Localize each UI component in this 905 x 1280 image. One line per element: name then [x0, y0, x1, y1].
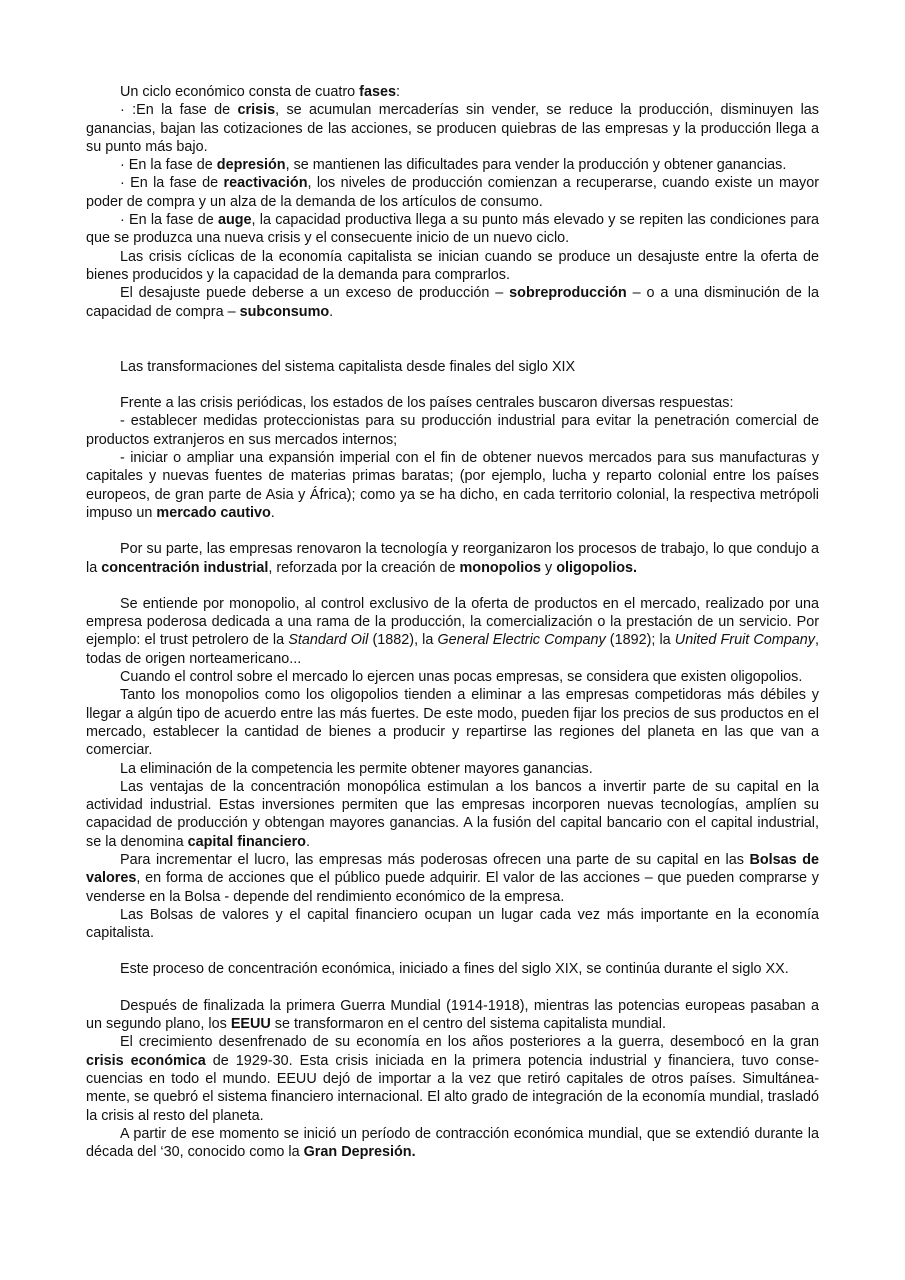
text-run: , la capacidad productiva llega a su punto más elevado y se repiten las condiciones para que se produzca una nueva crisis y el consecuente inicio de un nuevo ciclo.	[86, 212, 819, 247]
bold-term: depresión	[216, 157, 286, 174]
text-run: , se acumulan mercaderías sin vender, se reduce la producción, disminuyen las ganancias, bajan las cotizaciones de las acciones, se producen quiebras de las empresas y la producción llega a su punto más bajo.	[86, 102, 819, 155]
section-ciclo-economico	[86, 83, 819, 321]
text-run: El desajuste puede deberse a un exceso de producción –	[120, 285, 510, 302]
paragraph	[86, 997, 819, 1034]
paragraph	[86, 760, 819, 778]
text-run: Frente a las crisis periódicas, los estados de los países centrales buscaron diversas respuestas:	[120, 395, 734, 412]
paragraph	[86, 394, 819, 412]
section-empresas	[86, 540, 819, 577]
text-run: , se mantienen las dificultades para vender la producción y obtener ganancias.	[285, 157, 787, 174]
text-run: (1882), la	[368, 632, 438, 649]
text-run: .	[270, 504, 275, 521]
text-run: – o a una disminución de la capacidad de compra –	[86, 285, 820, 320]
bold-term: EEUU	[230, 1016, 271, 1033]
bold-term: Gran Depresión.	[303, 1144, 416, 1161]
paragraph	[86, 358, 819, 376]
text-run: .	[329, 303, 334, 320]
bold-term: fases	[359, 84, 396, 100]
italic-term: General Electric Company	[437, 632, 606, 649]
text-run: Por su parte, las empresas renovaron la tecnología y reorganizaron los procesos de trabajo, lo que condujo a la	[86, 541, 819, 576]
bold-term: reactivación	[223, 175, 308, 192]
paragraph	[86, 595, 819, 668]
bold-term: mercado cautivo	[156, 504, 271, 521]
section-respuestas	[86, 394, 819, 522]
section-proceso	[86, 960, 819, 978]
paragraph	[86, 1125, 819, 1162]
spacer	[86, 979, 819, 997]
text-run: :	[395, 84, 400, 100]
text-run: Después de finalizada la primera Guerra Mundial (1914-1918), mientras las potencias europeas pasaban a un segundo plano, los	[86, 997, 819, 1033]
text-run: Para incrementar el lucro, las empresas más poderosas ofrecen una parte de su capital en las	[120, 851, 750, 868]
paragraph	[86, 449, 819, 522]
spacer	[86, 321, 819, 358]
text-run: Las transformaciones del sistema capitalista desde finales del siglo XIX	[120, 358, 576, 375]
bold-term: crisis	[237, 102, 276, 119]
text-run: (1892); la	[605, 632, 675, 649]
text-run: Tanto los monopolios como los oligopolios tienden a eliminar a las empresas competidoras más débiles y llegar a algún tipo de acuerdo entre las más fuertes. De este modo, pueden fijar los precios de sus productos en el mercado, establecer la cantidad de bienes a producir y repartirse las regiones del planeta en las que van a comerciar.	[86, 687, 819, 759]
bold-term: concentración industrial	[101, 559, 269, 576]
text-run: , reforzada por la creación de	[268, 559, 460, 576]
paragraph	[86, 211, 819, 248]
section-guerra	[86, 997, 819, 1162]
paragraph	[86, 156, 819, 174]
paragraph	[86, 540, 819, 577]
spacer	[86, 376, 819, 394]
paragraph	[86, 851, 819, 906]
paragraph	[86, 1033, 819, 1124]
text-run: - establecer medidas proteccionistas para su producción industrial para evitar la penetración comercial de productos extranjeros en sus mercados internos;	[86, 413, 819, 448]
bold-term: sobreproducción	[509, 285, 627, 302]
text-run: .	[305, 833, 310, 850]
text-run: , todas de origen norteamericano...	[86, 632, 819, 667]
bold-term: capital financiero	[187, 833, 306, 850]
text-run: , en forma de acciones que el público puede adquirir. El valor de las acciones – que pueden comprarse y venderse en la Bolsa - depende del rendimiento económico de la empresa.	[86, 870, 819, 905]
paragraph	[86, 686, 819, 759]
spacer	[86, 577, 819, 595]
text-run: Se entiende por monopolio, al control exclusivo de la oferta de productos en el mercado, realizado por una empresa poderosa dedicada a una rama de la producción, la comercialización o la prestación de un servicio. Por ejemplo: el trust petrolero de la	[86, 595, 819, 649]
spacer	[86, 522, 819, 540]
italic-term: United Fruit Company	[674, 632, 815, 649]
document-page	[86, 83, 819, 1161]
spacer	[86, 942, 819, 960]
paragraph	[86, 412, 819, 449]
text-run: La eliminación de la competencia les permite obtener mayores ganancias.	[120, 760, 593, 777]
text-run: de 1929-30. Esta crisis iniciada en la primera potencia industrial y financiera, tuvo consecuencias en todo el mundo. EEUU dejó de importar a la vez que retiró capitales de otros países. Simultáneamente, se quebró el sistema financiero internacional. El alto grado de integración de la economía mundial, trasladó la crisis al resto del planeta.	[86, 1052, 819, 1124]
bold-term: oligopolios.	[556, 559, 638, 576]
text-run: A partir de ese momento se inició un período de contracción económica mundial, que se extendió durante la década del ‘30, conocido como la	[86, 1125, 819, 1161]
text-run: Este proceso de concentración económica, iniciado a fines del siglo XIX, se continúa durante el siglo XX.	[120, 961, 789, 978]
bold-term: subconsumo	[239, 303, 330, 320]
section-monopolio	[86, 595, 819, 943]
bold-term: crisis económica	[86, 1052, 206, 1069]
text-run: · En la fase de	[120, 212, 218, 229]
paragraph	[86, 668, 819, 686]
text-run: se transformaron en el centro del sistema capitalista mundial.	[270, 1016, 666, 1033]
paragraph	[86, 906, 819, 943]
paragraph	[86, 284, 819, 321]
paragraph	[86, 778, 819, 851]
text-run: Las ventajas de la concentración monopólica estimulan a los bancos a invertir parte de su capital en la actividad industrial. Estas inversiones permiten que las empresas incorporen nuevas tecnologías, amplíen su capacidad de producción y obtengan mayores ganancias. A la fusión del capital bancario con el capital industrial, se la denomina	[86, 778, 819, 850]
text-run: y	[541, 559, 557, 576]
italic-term: Standard Oil	[288, 632, 369, 649]
bold-term: auge	[217, 212, 252, 229]
paragraph	[86, 174, 819, 211]
text-run: · En la fase de	[120, 175, 224, 192]
paragraph	[86, 960, 819, 978]
section-heading-transformaciones	[86, 358, 819, 376]
paragraph	[86, 83, 819, 101]
paragraph	[86, 248, 819, 285]
text-run: Las Bolsas de valores y el capital financiero ocupan un lugar cada vez más importante en la economía capitalista.	[86, 906, 819, 942]
bold-term: Bolsas de valores	[86, 851, 819, 887]
text-run: · En la fase de	[120, 157, 217, 174]
text-run: El crecimiento desenfrenado de su economía en los años posteriores a la guerra, desembocó en la gran	[120, 1034, 819, 1051]
bold-term: monopolios	[459, 559, 542, 576]
text-run: - iniciar o ampliar una expansión imperial con el fin de obtener nuevos mercados para sus manufacturas y capitales y nuevas fuentes de materias primas baratas; (por ejemplo, lucha y reparto colonial entre los países europeos, de gran parte de Asia y África); como ya se ha dicho, en cada territorio colonial, la respectiva metrópoli impuso un	[86, 450, 819, 521]
text-run: Las crisis cíclicas de la economía capitalista se inician cuando se produce un desajuste entre la oferta de bienes producidos y la capacidad de la demanda para comprarlos.	[86, 248, 819, 283]
text-run: Cuando el control sobre el mercado lo ejercen unas pocas empresas, se considera que existen oligopolios.	[120, 669, 803, 686]
paragraph	[86, 101, 819, 156]
text-run: , los niveles de producción comienzan a recuperarse, cuando existe un mayor poder de compra y un alza de la demanda de los artículos de consumo.	[86, 175, 819, 210]
text-run: · :En la fase de	[120, 102, 238, 119]
text-run: Un ciclo económico consta de cuatro	[120, 84, 360, 100]
